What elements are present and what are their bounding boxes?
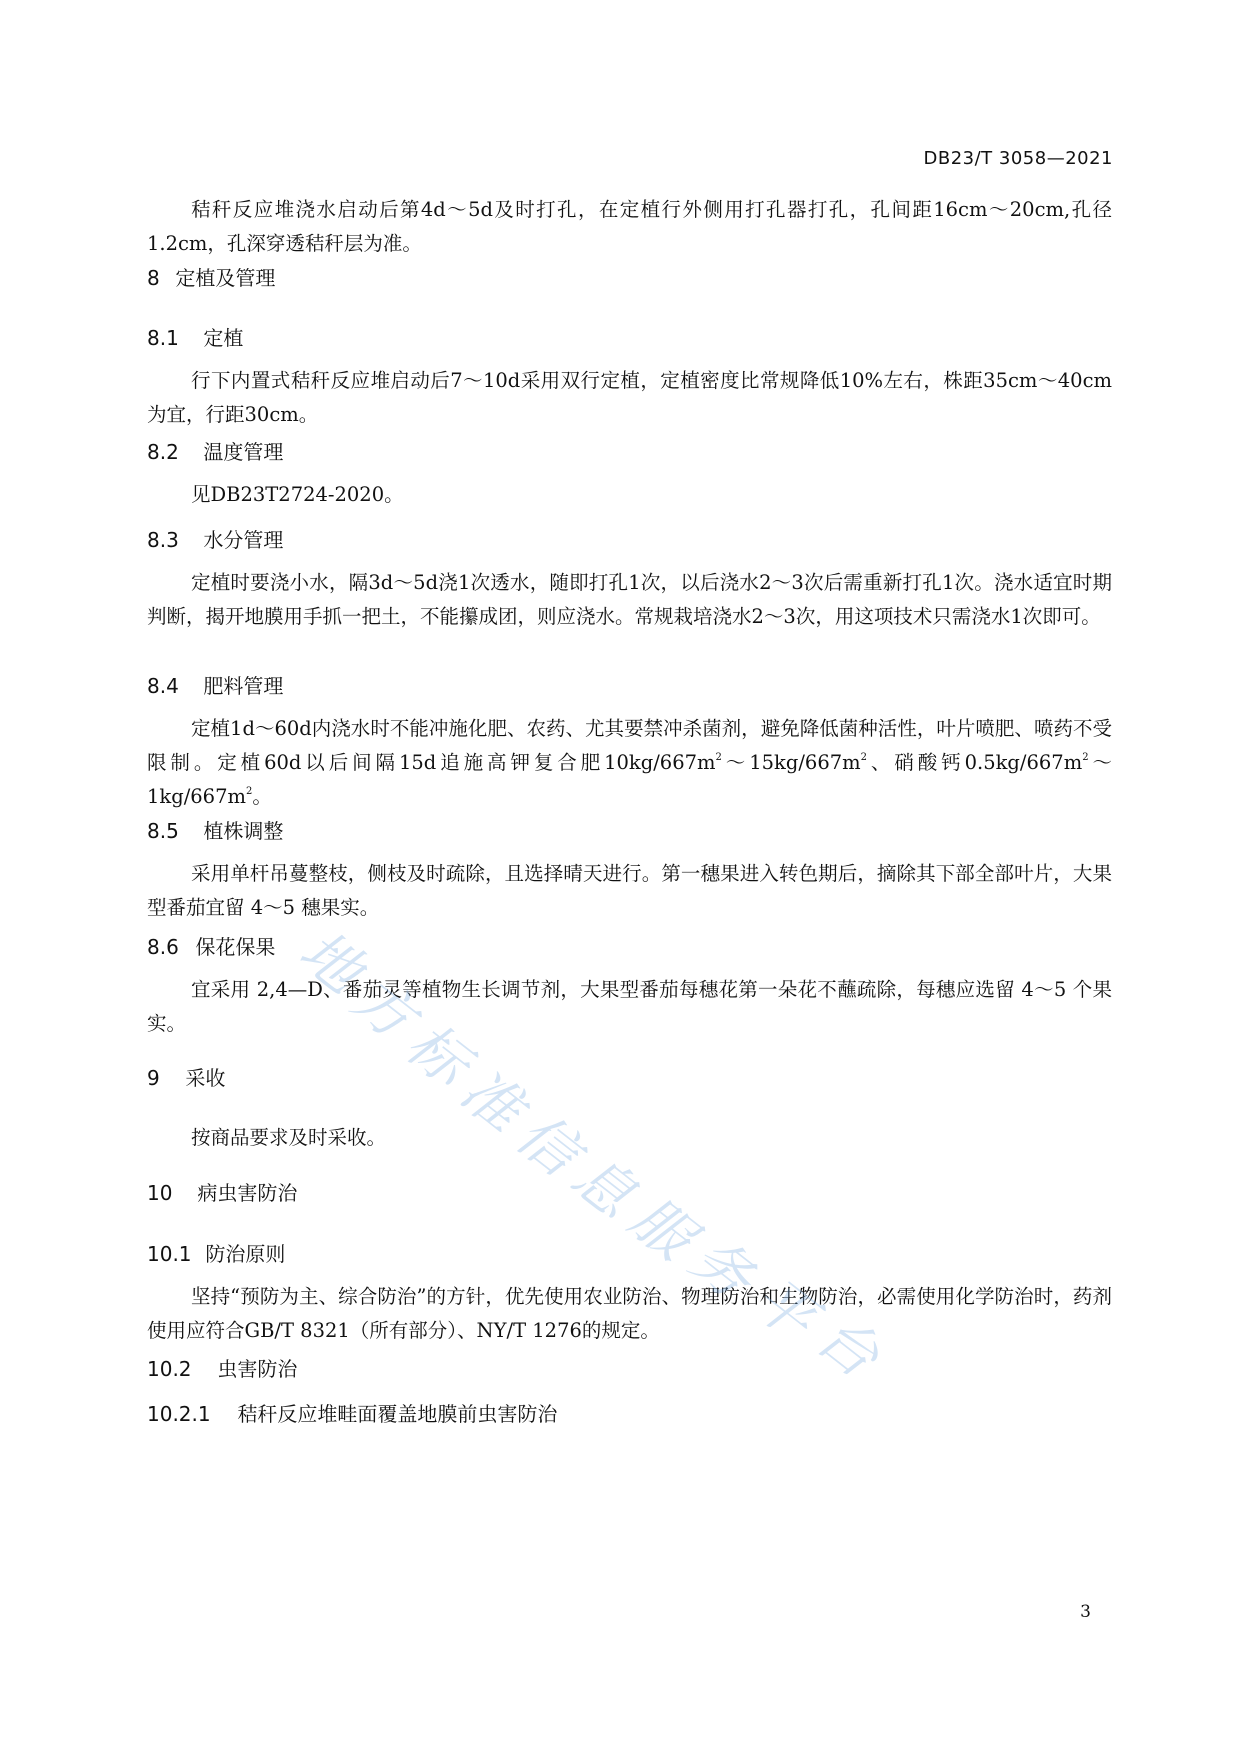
- section-number: 8: [147, 266, 160, 290]
- section-number: 10.2.1: [147, 1402, 211, 1426]
- superscript: 2: [1082, 752, 1089, 763]
- fertilizer-text-c: 、硝酸钙0.5kg/667m: [867, 751, 1083, 774]
- section-title: 保花保果: [195, 935, 276, 959]
- section-8-1-text: 行下内置式秸秆反应堆启动后7～10d采用双行定植，定植密度比常规降低10%左右，株距35cm～40cm为宜，行距30cm。: [147, 369, 1112, 426]
- section-title: 采收: [185, 1066, 226, 1090]
- watermark-char: 信: [504, 1099, 592, 1189]
- section-title: 温度管理: [203, 440, 284, 464]
- section-title: 虫害防治: [217, 1357, 298, 1381]
- section-title: 水分管理: [203, 528, 284, 552]
- section-title: 定植: [203, 326, 244, 350]
- fertilizer-text-d: ～1kg/667m: [147, 751, 1112, 808]
- section-10-2-1-heading: [147, 1400, 1112, 1428]
- section-8-2-text: 见DB23T2724-2020。: [191, 483, 404, 506]
- section-title: 植株调整: [203, 819, 284, 843]
- section-8-3-text: 定植时要浇小水，隔3d～5d浇1次透水，随即打孔1次，以后浇水2～3次后需重新打孔1次。浇水适宜时期判断，揭开地膜用手抓一把土，不能攥成团，则应浇水。常规栽培浇水2～3次，用这项技术只需浇水1次即可。: [147, 571, 1112, 628]
- section-8-5-text: 采用单杆吊蔓整枝，侧枝及时疏除，且选择晴天进行。第一穗果进入转色期后，摘除其下部全部叶片，大果型番茄宜留 4～5 穗果实。: [147, 862, 1112, 919]
- watermark-char: 平: [740, 1263, 828, 1353]
- section-title: 病虫害防治: [197, 1181, 298, 1205]
- section-title: 防治原则: [205, 1242, 286, 1266]
- section-title: 秸秆反应堆畦面覆盖地膜前虫害防治: [237, 1402, 558, 1426]
- section-10-1-heading: [147, 1240, 1112, 1268]
- section-8-5-heading: [147, 817, 1112, 845]
- watermark-char: 方: [340, 963, 428, 1053]
- section-number: 10: [147, 1181, 173, 1205]
- section-number: 8.3: [147, 528, 179, 552]
- section-8-2-heading: [147, 438, 1112, 466]
- page-number: 3: [1080, 1602, 1091, 1622]
- standard-code: DB23/T 3058—2021: [923, 148, 1113, 169]
- watermark-char: 台: [804, 1301, 892, 1391]
- fertilizer-text-b: ～15kg/667m: [721, 751, 861, 774]
- watermark-char: 服: [618, 1183, 706, 1273]
- section-8-4-text: [147, 712, 1112, 814]
- section-10-2-heading: [147, 1355, 1112, 1383]
- section-9-heading: [147, 1064, 1112, 1092]
- watermark-char: 准: [448, 1055, 536, 1145]
- fertilizer-text-a: 定植1d～60d内浇水时不能冲施化肥、农药、尤其要禁冲杀菌剂，避免降低菌种活性，叶片喷肥、喷药不受限制。定植60d以后间隔15d追施高钾复合肥10kg/667m: [147, 717, 1112, 774]
- section-number: 8.1: [147, 326, 179, 350]
- intro-paragraph: 秸秆反应堆浇水启动后第4d～5d及时打孔，在定植行外侧用打孔器打孔，孔间距16cm～20cm,孔径1.2cm，孔深穿透秸秆层为准。: [147, 198, 1112, 255]
- section-10-1-text: 坚持“预防为主、综合防治”的方针，优先使用农业防治、物理防治和生物防治，必需使用化学防治时，药剂使用应符合GB/T 8321（所有部分）、NY/T 1276的规定。: [147, 1285, 1112, 1342]
- section-number: 9: [147, 1066, 160, 1090]
- section-8-6-heading: [147, 933, 1112, 961]
- section-8-4-heading: [147, 672, 1112, 700]
- watermark-char: 标: [394, 1009, 482, 1099]
- superscript: 2: [246, 786, 253, 797]
- superscript: 2: [715, 752, 722, 763]
- watermark-char: 务: [678, 1223, 766, 1313]
- section-title: 肥料管理: [203, 674, 284, 698]
- section-9-text: 按商品要求及时采收。: [191, 1126, 387, 1149]
- fertilizer-text-e: 。: [252, 785, 272, 808]
- section-8-3-heading: [147, 526, 1112, 554]
- section-8-6-text: 宜采用 2,4—D、番茄灵等植物生长调节剂，大果型番茄每穗花第一朵花不蘸疏除，每穗应选留 4～5 个果实。: [147, 978, 1112, 1035]
- watermark-char: 息: [560, 1141, 648, 1231]
- section-title: 定植及管理: [175, 266, 276, 290]
- section-number: 10.1: [147, 1242, 192, 1266]
- section-8-heading: [147, 264, 1112, 292]
- section-number: 8.5: [147, 819, 179, 843]
- section-number: 8.2: [147, 440, 179, 464]
- section-number: 8.6: [147, 935, 179, 959]
- watermark-char: 地: [287, 916, 375, 1006]
- section-number: 8.4: [147, 674, 179, 698]
- section-8-1-heading: [147, 324, 1112, 352]
- section-10-heading: [147, 1179, 1112, 1207]
- section-number: 10.2: [147, 1357, 192, 1381]
- superscript: 2: [860, 752, 867, 763]
